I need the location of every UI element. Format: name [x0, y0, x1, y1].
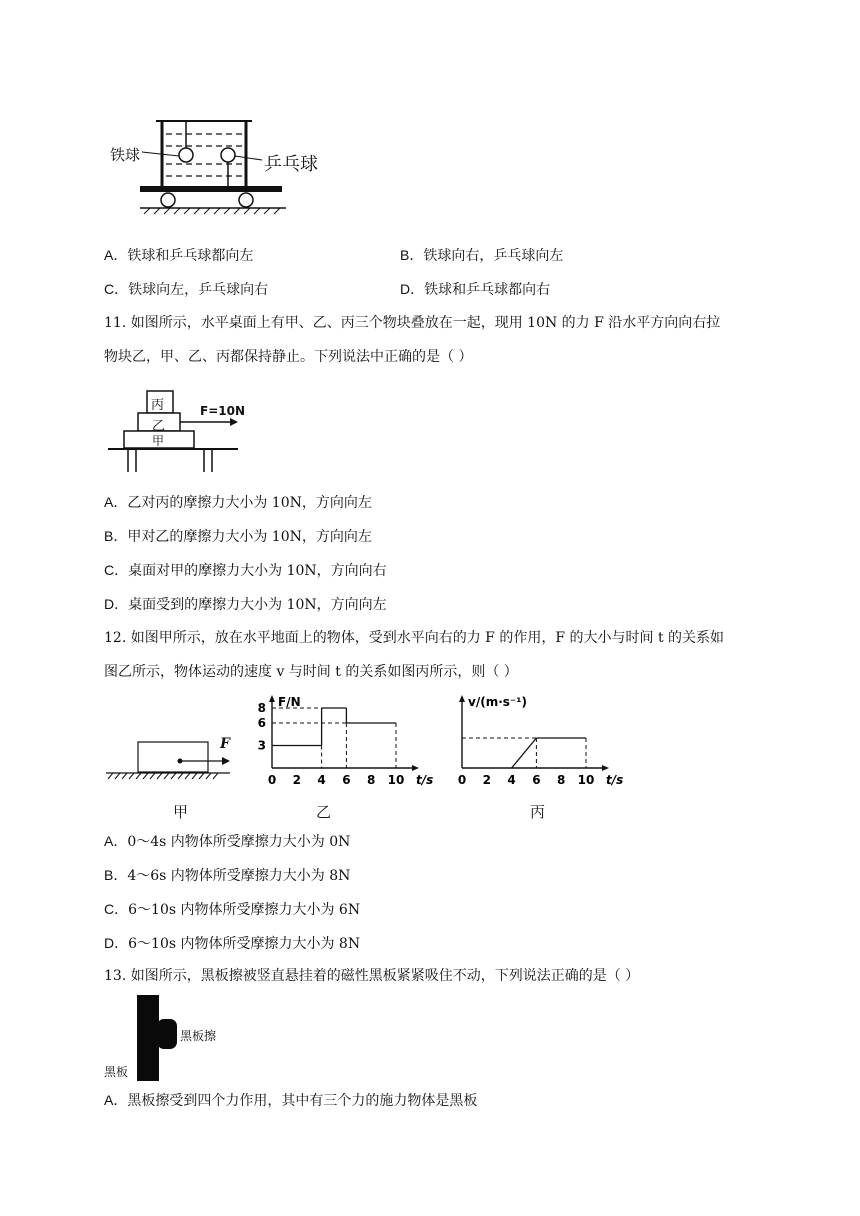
- figure-caption-yi: 乙: [316, 803, 332, 821]
- velocity-time-chart-svg: [440, 690, 640, 795]
- pingpong-ball: [221, 148, 235, 162]
- option-letter: B．: [400, 247, 424, 263]
- q12-figure-a: [104, 730, 244, 790]
- iron-ball: [179, 148, 193, 162]
- q12-option-c: [104, 899, 360, 920]
- y-axis-arrow: [269, 695, 275, 702]
- x-axis-arrow: [602, 765, 609, 771]
- iron-ball-label: 铁球: [110, 146, 141, 164]
- q12-stem-line1: 12. 如图甲所示，放在水平地面上的物体，受到水平向右的力 F 的作用，F 的大小与时间 t 的关系如: [104, 630, 725, 646]
- x-tick-label: 0: [267, 773, 277, 787]
- q10-figure: [100, 112, 340, 224]
- option-letter: B．: [104, 528, 128, 544]
- option-letter: D．: [400, 281, 425, 297]
- x-tick-label: 0: [457, 773, 467, 787]
- q11-stem-line1: 11. 如图所示，水平桌面上有甲、乙、丙三个物块叠放在一起，现用 10N 的力 F 沿水平方向向右拉: [104, 315, 721, 331]
- option-letter: A．: [104, 1092, 128, 1108]
- series-segment: [512, 738, 537, 768]
- block-bing-label: 丙: [151, 398, 165, 413]
- q10-option-b: [400, 245, 563, 266]
- figure-caption-jia: 甲: [173, 803, 189, 821]
- q12-stem-line2: 图乙所示，物体运动的速度 v 与时间 t 的关系如图丙所示，则（ ）: [104, 664, 518, 680]
- q13-stem: 13. 如图所示，黑板擦被竖直悬挂着的磁性黑板紧紧吸住不动，下列说法正确的是（ ）: [104, 968, 640, 984]
- force-label: F=10N: [200, 404, 245, 418]
- q12-chart-velocity-time: [440, 690, 640, 795]
- option-text: 铁球和乒乓球都向左: [127, 248, 254, 264]
- q11-option-c: [104, 560, 387, 581]
- x-axis-arrow: [412, 765, 419, 771]
- q12-chart-force-time: [250, 690, 440, 795]
- option-text: 4～6s 内物体所受摩擦力大小为 8N: [127, 868, 351, 884]
- q10-option-a: [104, 245, 253, 266]
- q11-option-a: [104, 492, 372, 513]
- eraser-label: 黑板擦: [180, 1029, 217, 1043]
- q12-option-d: [104, 933, 360, 954]
- x-tick-label: 6: [532, 773, 541, 787]
- x-tick-label: 4: [317, 773, 326, 787]
- x-tick-label: 8: [557, 773, 566, 787]
- y-tick-label: 8: [257, 701, 266, 715]
- y-tick-label: 3: [257, 738, 266, 753]
- q10-option-d: [400, 279, 550, 300]
- option-text: 桌面对甲的摩擦力大小为 10N，方向向右: [128, 563, 387, 579]
- option-text: 乙对丙的摩擦力大小为 10N，方向向左: [127, 495, 372, 511]
- block-jia-label: 甲: [152, 434, 165, 448]
- y-axis-arrow: [459, 695, 465, 702]
- pingpong-ball-label: 乒乓球: [264, 154, 318, 175]
- x-axis-label: t/s: [606, 773, 624, 787]
- stacked-blocks-diagram: [104, 386, 254, 478]
- x-tick-label: 10: [387, 773, 405, 787]
- force-f-label: F: [220, 736, 230, 752]
- option-letter: C．: [104, 562, 129, 578]
- q11-option-d: [104, 594, 387, 615]
- figure-caption-bing: 丙: [530, 803, 546, 821]
- q11-stem-line2: 物块乙，甲、乙、丙都保持静止。下列说法中正确的是（ ）: [104, 349, 473, 365]
- q12-option-b: [104, 865, 350, 886]
- option-letter: A．: [104, 494, 128, 510]
- block-yi-label: 乙: [152, 419, 166, 434]
- option-letter: D．: [104, 935, 129, 951]
- q11-option-b: [104, 526, 372, 547]
- q10-option-c: [104, 279, 268, 300]
- x-axis-label: t/s: [416, 773, 434, 787]
- force-time-chart-svg: [250, 690, 440, 795]
- option-text: 6～10s 内物体所受摩擦力大小为 6N: [128, 902, 361, 918]
- x-tick-label: 6: [342, 773, 351, 787]
- board-label: 黑板: [104, 1065, 129, 1079]
- option-letter: A．: [104, 247, 128, 263]
- option-text: 甲对乙的摩擦力大小为 10N，方向向左: [127, 529, 372, 545]
- q13-figure: [104, 995, 254, 1081]
- option-letter: A．: [104, 833, 128, 849]
- x-tick-label: 2: [482, 773, 491, 787]
- option-text: 桌面受到的摩擦力大小为 10N，方向向左: [128, 597, 387, 613]
- option-text: 铁球向左，乒乓球向右: [128, 282, 269, 298]
- option-letter: C．: [104, 901, 129, 917]
- option-text: 黑板擦受到四个力作用，其中有三个力的施力物体是黑板: [127, 1093, 478, 1109]
- option-text: 铁球和乒乓球都向右: [424, 282, 551, 298]
- option-text: 铁球向右，乒乓球向左: [423, 248, 564, 264]
- q12-option-a: [104, 831, 350, 852]
- q13-option-a: [104, 1090, 477, 1111]
- option-letter: B．: [104, 867, 128, 883]
- x-tick-label: 2: [292, 773, 301, 787]
- y-axis-label: v/(m·s⁻¹): [468, 695, 527, 709]
- x-tick-label: 4: [507, 773, 516, 787]
- option-letter: D．: [104, 596, 129, 612]
- x-tick-label: 8: [367, 773, 376, 787]
- y-axis-label: F/N: [278, 695, 301, 709]
- option-letter: C．: [104, 281, 129, 297]
- y-tick-label: 6: [257, 716, 266, 730]
- option-text: 6～10s 内物体所受摩擦力大小为 8N: [128, 936, 361, 952]
- q11-figure: [104, 386, 254, 478]
- x-tick-label: 10: [577, 773, 595, 787]
- option-text: 0～4s 内物体所受摩擦力大小为 0N: [127, 834, 351, 850]
